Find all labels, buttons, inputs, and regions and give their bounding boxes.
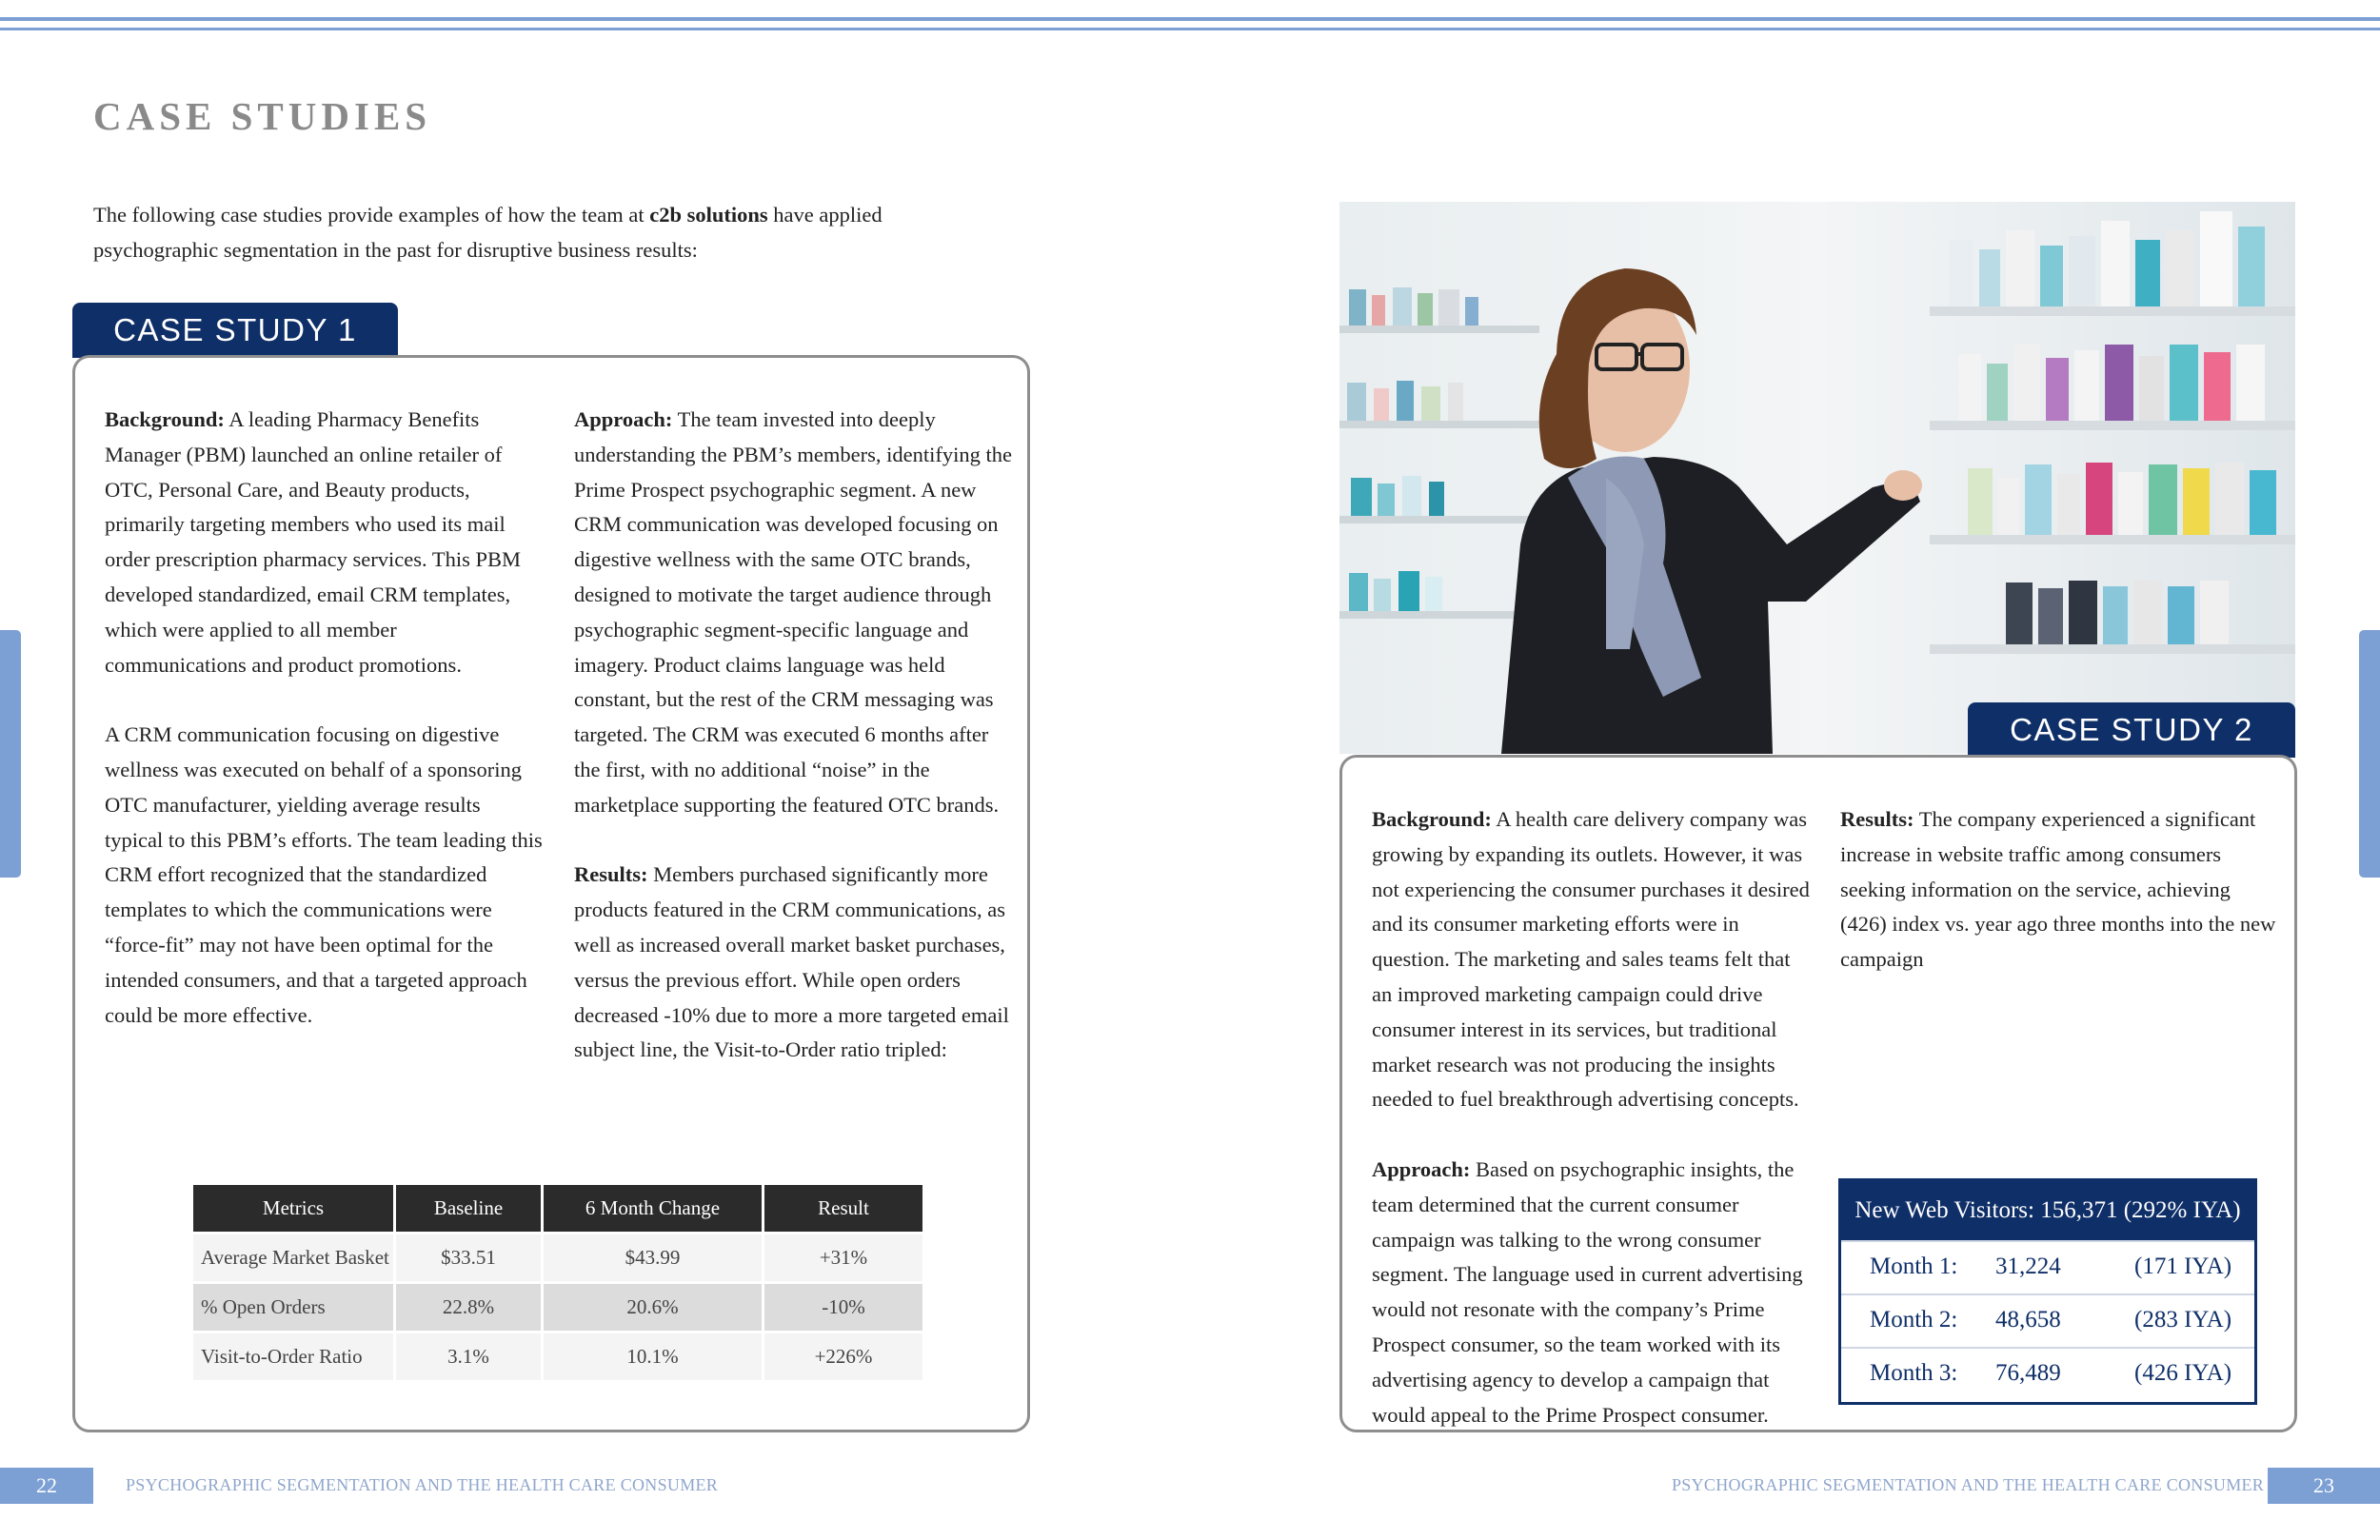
case1-approach-label: Approach: xyxy=(574,407,673,431)
case2-approach-text: Based on psychographic insights, the team determined that the current consumer campaign was talking to the wrong consumer segment. The language used in current advertising would not resonate with the company’s Prime Prospect consumer, so the team worked with its advertising agency to develop a campaign that would appeal to the Prime Prospect consumer. xyxy=(1372,1156,1803,1427)
web-visitors-header: New Web Visitors: 156,371 (292% IYA) xyxy=(1841,1181,2254,1240)
visitors-row xyxy=(1841,1240,2254,1293)
left-running-title: PSYCHOGRAPHIC SEGMENTATION AND THE HEALTH CARE CONSUMER xyxy=(126,1475,719,1494)
metrics-header-result: Result xyxy=(764,1185,922,1232)
case2-background xyxy=(1372,802,1810,1117)
table-cell: Visit-to-Order Ratio xyxy=(193,1333,393,1380)
case-study-2-column-right xyxy=(1840,802,2278,977)
visitors-month: Month 1: xyxy=(1870,1254,1958,1279)
visitors-value: 76,489 xyxy=(1995,1360,2061,1386)
case1-background-text: A leading Pharmacy Benefits Manager (PBM) launched an online retailer of OTC, Personal Care, and Beauty products, primarily targeting members who used its mail order prescription pharmacy services. This PBM developed standardized, email CRM templates, which were applied to all member communications and product promotions. xyxy=(105,407,521,677)
table-cell: Average Market Basket xyxy=(193,1234,393,1281)
visitors-iya: (171 IYA) xyxy=(2134,1254,2232,1279)
table-cell: 20.6% xyxy=(544,1284,762,1331)
table-cell: -10% xyxy=(764,1284,922,1331)
case1-approach-text: The team invested into deeply understanding the PBM’s members, identifying the Prime Prospect psychographic segment. A new CRM communication was developed focusing on digestive wellness with the same OTC brands, designed to motivate the target audience through psychographic segment-specific language and imagery. Product claims language was held constant, but the rest of the CRM messaging was targeted. The CRM was executed 6 months after the first, with no additional “noise” in the marketplace supporting the featured OTC brands. xyxy=(574,407,1012,817)
top-rule xyxy=(0,17,2380,21)
case-study-2-column-left xyxy=(1372,802,1810,1432)
case-study-1-column-left xyxy=(105,403,543,1033)
case-study-2-tab: CASE STUDY 2 xyxy=(1968,702,2295,758)
table-cell: $33.51 xyxy=(396,1234,541,1281)
case2-background-text: A health care delivery company was growing by expanding its outlets. However, it was not experiencing the consumer purchases it desired and its consumer marketing efforts were in question. The marketing and sales teams felt that an improved marketing campaign could drive consumer interest in its services, but traditional market research was not producing the insights needed to fuel breakthrough advertising concepts. xyxy=(1372,807,1810,1112)
visitors-value: 48,658 xyxy=(1995,1307,2061,1333)
table-cell: +226% xyxy=(764,1333,922,1380)
visitors-iya: (426 IYA) xyxy=(2134,1360,2232,1386)
case1-paragraph-2: A CRM communication focusing on digestive wellness was executed on behalf of a sponsoring OTC manufacturer, yielding average results typical to this PBM’s efforts. The team leading this CRM effort recognized that the standardized templates to which the communications were “force-fit” may not have been optimal for the intended consumers, and that a targeted approach could be more effective. xyxy=(105,722,543,1027)
right-edge-tab xyxy=(2359,630,2380,878)
page-title: CASE STUDIES xyxy=(93,94,432,138)
case2-approach xyxy=(1372,1153,1810,1432)
intro-text-end: have applied psychographic segmentation in the past for disruptive business results: xyxy=(93,203,883,262)
intro-company-name: c2b solutions xyxy=(649,203,768,227)
table-row xyxy=(193,1234,922,1281)
case1-background xyxy=(105,403,543,682)
case1-results-label: Results: xyxy=(574,862,648,887)
intro-text-start: The following case studies provide examples of how the team at xyxy=(93,203,650,227)
case1-background-label: Background: xyxy=(105,407,225,431)
case1-approach xyxy=(574,403,1012,823)
visitors-iya: (283 IYA) xyxy=(2134,1307,2232,1333)
case-study-1-column-right xyxy=(574,403,1012,1068)
table-cell: +31% xyxy=(764,1234,922,1281)
visitors-month: Month 3: xyxy=(1870,1360,1958,1386)
metrics-header-baseline: Baseline xyxy=(396,1185,541,1232)
case2-approach-label: Approach: xyxy=(1372,1156,1471,1181)
case-study-1-tab: CASE STUDY 1 xyxy=(72,303,398,358)
table-row xyxy=(193,1333,922,1380)
metrics-header-change: 6 Month Change xyxy=(544,1185,762,1232)
table-cell: $43.99 xyxy=(544,1234,762,1281)
web-visitors-box xyxy=(1838,1178,2257,1405)
visitors-row xyxy=(1841,1293,2254,1346)
case1-results xyxy=(574,858,1012,1068)
table-cell: 10.1% xyxy=(544,1333,762,1380)
visitors-month: Month 2: xyxy=(1870,1307,1958,1333)
visitors-value: 31,224 xyxy=(1995,1254,2061,1279)
top-rule-secondary xyxy=(0,28,2380,30)
visitors-row xyxy=(1841,1347,2254,1399)
right-page-number: 23 xyxy=(2268,1468,2380,1504)
table-cell: 22.8% xyxy=(396,1284,541,1331)
case1-results-text: Members purchased significantly more products featured in the CRM communications, as well as increased overall market basket purchases, versus the previous effort. While open orders decreased -10% due to more a more targeted email subject line, the Visit-to-Order ratio tripled: xyxy=(574,862,1009,1062)
case2-results xyxy=(1840,802,2278,977)
pharmacy-illustration xyxy=(1339,202,2295,754)
table-cell: 3.1% xyxy=(396,1333,541,1380)
case2-background-label: Background: xyxy=(1372,807,1492,831)
metrics-table xyxy=(190,1182,925,1383)
metrics-header-metrics: Metrics xyxy=(193,1185,393,1232)
table-cell: % Open Orders xyxy=(193,1284,393,1331)
left-edge-tab xyxy=(0,630,21,878)
intro-paragraph xyxy=(93,197,988,267)
case2-results-label: Results: xyxy=(1840,807,1914,831)
table-row xyxy=(193,1284,922,1331)
right-running-title: PSYCHOGRAPHIC SEGMENTATION AND THE HEALTH CARE CONSUMER xyxy=(1672,1475,2265,1494)
pharmacy-photo xyxy=(1339,202,2295,754)
case2-results-text: The company experienced a significant increase in website traffic among consumers seeking information on the service, achieving (426) index vs. year ago three months into the new campaign xyxy=(1840,807,2276,972)
left-page-number: 22 xyxy=(0,1468,93,1504)
